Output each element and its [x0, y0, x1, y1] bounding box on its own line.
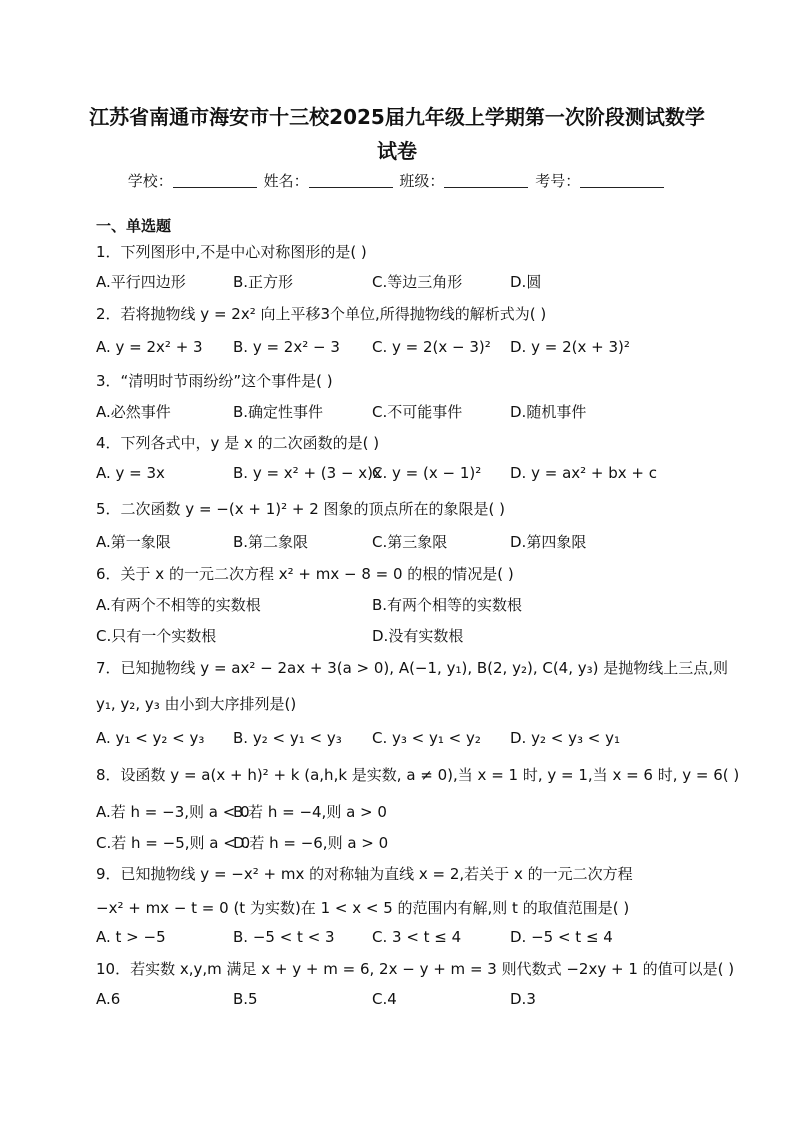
q9-option-d: D. −5 < t ≤ 4: [510, 928, 613, 946]
q8-option-c: C.若 h = −5,则 a < 0: [96, 834, 251, 852]
class-label: 班级：: [399, 172, 445, 190]
school-label: 学校：: [127, 172, 173, 190]
question-5-stem: 5．二次函数 y = −(x + 1)² + 2 图象的顶点所在的象限是( ): [96, 500, 505, 518]
q9-option-c: C. 3 < t ≤ 4: [372, 928, 462, 946]
class-blank[interactable]: [444, 173, 528, 188]
q4-option-b: B. y = x² + (3 − x)x: [233, 464, 382, 482]
q2-option-d: D. y = 2(x + 3)²: [510, 338, 630, 356]
question-9-stem-line-2: −x² + mx − t = 0 (t 为实数)在 1 < x < 5 的范围内有解,则 t 的取值范围是( ): [96, 899, 630, 917]
number-blank[interactable]: [580, 173, 664, 188]
q4-option-a: A. y = 3x: [96, 464, 165, 482]
school-blank[interactable]: [173, 173, 257, 188]
q5-option-a: A.第一象限: [96, 533, 171, 551]
question-3-stem: 3．“清明时节雨纷纷”这个事件是( ): [96, 372, 333, 390]
q8-option-d: D.若 h = −6,则 a > 0: [233, 834, 389, 852]
student-info-row: [0, 170, 794, 191]
question-1-stem: 1．下列图形中,不是中心对称图形的是( ): [96, 243, 367, 261]
question-6-stem: 6．关于 x 的一元二次方程 x² + mx − 8 = 0 的根的情况是( ): [96, 565, 514, 583]
q3-option-b: B.确定性事件: [233, 403, 324, 421]
q2-option-a: A. y = 2x² + 3: [96, 338, 203, 356]
q4-option-d: D. y = ax² + bx + c: [510, 464, 658, 482]
q8-option-b: B.若 h = −4,则 a > 0: [233, 803, 387, 821]
q9-option-b: B. −5 < t < 3: [233, 928, 335, 946]
title-line-2: 试卷: [377, 139, 417, 163]
name-blank[interactable]: [309, 173, 393, 188]
q5-option-d: D.第四象限: [510, 533, 587, 551]
name-label: 姓名：: [263, 172, 309, 190]
q3-option-d: D.随机事件: [510, 403, 587, 421]
q7-option-d: D. y₂ < y₃ < y₁: [510, 729, 620, 747]
q2-option-b: B. y = 2x² − 3: [233, 338, 340, 356]
q3-option-c: C.不可能事件: [372, 403, 463, 421]
q1-option-d: D.圆: [510, 273, 542, 291]
number-label: 考号：: [535, 172, 581, 190]
exam-title: [70, 100, 724, 168]
q5-option-c: C.第三象限: [372, 533, 448, 551]
q10-option-a: A.6: [96, 990, 121, 1008]
q10-option-c: C.4: [372, 990, 397, 1008]
q6-option-b: B.有两个相等的实数根: [372, 596, 523, 614]
question-10-stem: 10．若实数 x,y,m 满足 x + y + m = 6, 2x − y + m = 3 则代数式 −2xy + 1 的值可以是( ): [96, 960, 735, 978]
q7-option-c: C. y₃ < y₁ < y₂: [372, 729, 481, 747]
q10-option-b: B.5: [233, 990, 258, 1008]
q2-option-c: C. y = 2(x − 3)²: [372, 338, 491, 356]
q4-option-c: C. y = (x − 1)²: [372, 464, 482, 482]
q9-option-a: A. t > −5: [96, 928, 166, 946]
q1-option-a: A.平行四边形: [96, 273, 186, 291]
q1-option-c: C.等边三角形: [372, 273, 463, 291]
q7-option-b: B. y₂ < y₁ < y₃: [233, 729, 342, 747]
q1-option-b: B.正方形: [233, 273, 294, 291]
q10-option-d: D.3: [510, 990, 536, 1008]
question-4-stem: 4．下列各式中，y 是 x 的二次函数的是( ): [96, 434, 380, 452]
q6-option-d: D.没有实数根: [372, 627, 464, 645]
q8-option-a: A.若 h = −3,则 a < 0: [96, 803, 250, 821]
question-9-stem-line-1: 9．已知抛物线 y = −x² + mx 的对称轴为直线 x = 2,若关于 x 的一元二次方程: [96, 865, 633, 883]
title-line-1: 江苏省南通市海安市十三校2025届九年级上学期第一次阶段测试数学: [89, 105, 705, 129]
q3-option-a: A.必然事件: [96, 403, 171, 421]
q6-option-c: C.只有一个实数根: [96, 627, 217, 645]
q6-option-a: A.有两个不相等的实数根: [96, 596, 261, 614]
q7-option-a: A. y₁ < y₂ < y₃: [96, 729, 205, 747]
question-2-stem: 2．若将抛物线 y = 2x² 向上平移3个单位,所得抛物线的解析式为( ): [96, 305, 547, 323]
section-heading: 一、单选题: [96, 217, 172, 235]
question-8-stem: 8．设函数 y = a(x + h)² + k (a,h,k 是实数, a ≠ 0),当 x = 1 时, y = 1,当 x = 6 时, y = 6( ): [96, 766, 740, 784]
question-7-stem-line-1: 7．已知抛物线 y = ax² − 2ax + 3(a > 0), A(−1, y₁), B(2, y₂), C(4, y₃) 是抛物线上三点,则: [96, 659, 729, 677]
q5-option-b: B.第二象限: [233, 533, 309, 551]
question-7-stem-line-2: y₁, y₂, y₃ 由小到大序排列是(): [96, 695, 297, 713]
